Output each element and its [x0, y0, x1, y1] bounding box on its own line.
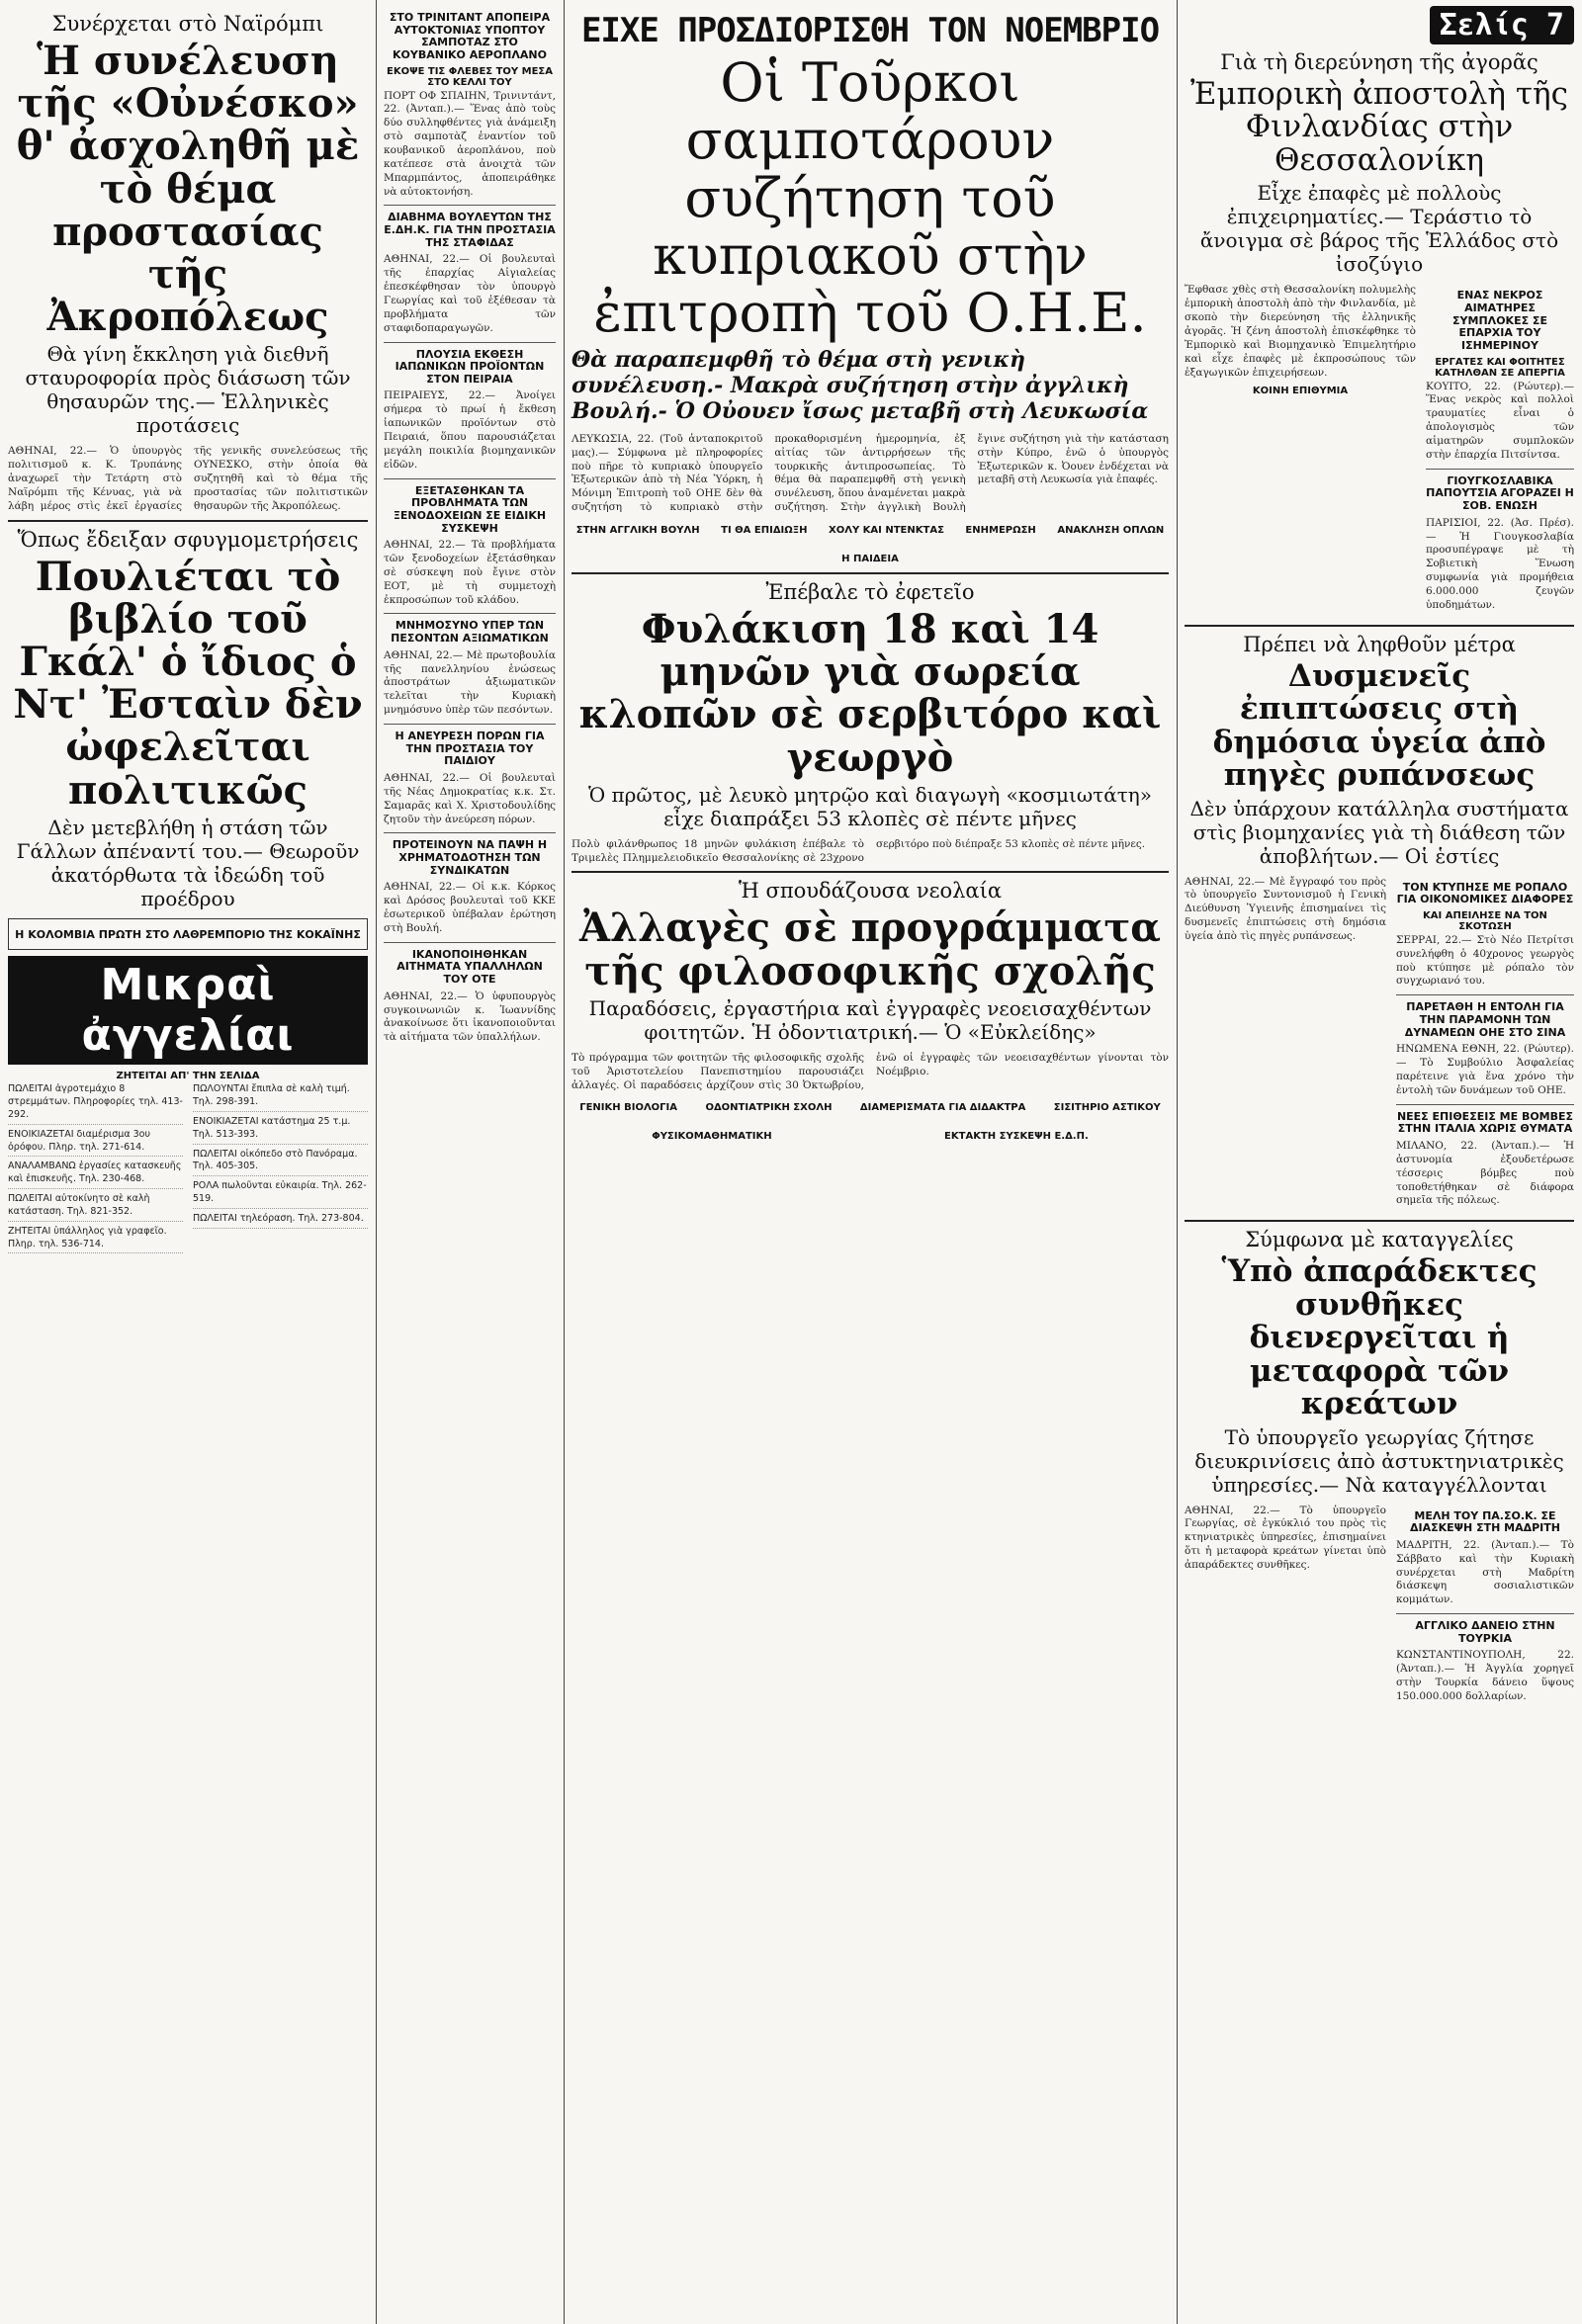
rule — [384, 205, 556, 206]
brief-title: ΠΑΡΕΤΑΘΗ Η ΕΝΤΟΛΗ ΓΙΑ ΤΗΝ ΠΑΡΑΜΟΝΗ ΤΩΝ ΔΥΝΑΜΕΩΝ ΟΗΕ ΣΤΟ ΣΙΝΑ — [1404, 1000, 1566, 1039]
page-number-tag: Σελίς 7 — [1430, 6, 1574, 44]
subheads-row — [571, 1098, 1169, 1144]
article-body: Τὸ πρόγραμμα τῶν φοιτητῶν τῆς φιλοσοφικῆς σχολῆς τοῦ Ἀριστοτελείου Πανεπιστημίου παρουσιάζει ἀλλαγές. Οἱ παραδόσεις ἀρχίζουν στὶς 30 Ὀκτωβρίου, ἐνῶ οἱ ἐγγραφὲς τῶν νεοεισαχθέντων γίνονται τὸν Νοέμβριο. — [571, 1051, 1169, 1091]
brief-body: ΗΝΩΜΕΝΑ ΕΘΝΗ, 22. (Ρώυτερ).— Τὸ Συμβούλιο Ἀσφαλείας παρέτεινε γιὰ ἕνα χρόνο τὴν ἐντολὴ τῶν δυνάμεων τοῦ ΟΗΕ. — [1396, 1043, 1574, 1096]
brief-title: Η ΚΟΛΟΜΒΙΑ ΠΡΩΤΗ ΣΤΟ ΛΑΘΡΕΜΠΟΡΙΟ ΤΗΣ ΚΟΚΑΪΝΗΣ — [15, 927, 361, 941]
kicker: Γιὰ τὴ διερεύνηση τῆς ἀγορᾶς — [1220, 50, 1538, 74]
column-main — [564, 0, 1177, 2324]
rule — [384, 832, 556, 833]
classifieds-intro: ΖΗΤΕΙΤΑΙ ΑΠ' ΤΗΝ ΣΕΛΙΔΑ — [116, 1071, 260, 1082]
brief-body: ΠΟΡΤ ΟΦ ΣΠΑΙΗΝ, Τρινιντάντ, 22. (Ἀνταπ.).— Ἕνας ἀπὸ τοὺς δύο συλληφθέντες γιὰ ἀνάμειξη στὸ σαμποτὰζ ἐναντίον τοῦ κουβανικοῦ ἀεροπλάνου, ποὺ κατέπεσε στὰ ἀνοιχτὰ τῶν Μπαρμπάντος, ἀποπειράθηκε νὰ αὐτοκτονήση. — [384, 89, 556, 198]
headline: Δυσμενεῖς ἐπιπτώσεις στὴ δημόσια ὑγεία ἀπὸ πηγὲς ρυπάνσεως — [1212, 657, 1546, 794]
side-briefs — [1396, 1505, 1574, 1710]
brief-title: Η ΑΝΕΥΡΕΣΗ ΠΟΡΩΝ ΓΙΑ ΤΗΝ ΠΡΟΣΤΑΣΙΑ ΤΟΥ ΠΑΙΔΙΟΥ — [395, 730, 545, 768]
subhead: ΚΟΙΝΗ ΕΠΙΘΥΜΙΑ — [1252, 386, 1349, 397]
subhead: ΑΝΑΚΛΗΣΗ ΟΠΛΩΝ — [1057, 524, 1165, 536]
brief-body: ΣΕΡΡΑΙ, 22.— Στὸ Νέο Πετρίτσι συνελήφθη ὁ 40χρονος γεωργὸς ποὺ κτύπησε μὲ ρόπαλο τὸν συγχωριανό του. — [1396, 933, 1574, 988]
classified-ad: ΠΩΛΕΙΤΑΙ τηλεόραση. Τηλ. 273-804. — [193, 1213, 368, 1229]
kicker: Ἡ σπουδάζουσα νεολαία — [738, 879, 1003, 904]
news-brief — [8, 918, 368, 951]
brief-title: ΠΡΟΤΕΙΝΟΥΝ ΝΑ ΠΑΨΗ Η ΧΡΗΜΑΤΟΔΟΤΗΣΗ ΤΩΝ ΣΥΝΔΙΚΑΤΩΝ — [392, 838, 548, 877]
brief-title: ΤΟΝ ΚΤΥΠΗΣΕ ΜΕ ΡΟΠΑΛΟ ΓΙΑ ΟΙΚΟΝΟΜΙΚΕΣ ΔΙΑΦΟΡΕΣ — [1396, 880, 1574, 906]
column-briefs — [376, 0, 564, 2324]
brief-body: ΜΑΔΡΙΤΗ, 22. (Ἀνταπ.).— Τὸ Σάββατο καὶ τὴν Κυριακὴ συνέρχεται στὴ Μαδρίτη διάσκεψη σοσιαλιστικῶν κομμάτων. — [1396, 1538, 1574, 1606]
brief-subtitle: ΕΡΓΑΤΕΣ ΚΑΙ ΦΟΙΤΗΤΕΣ ΚΑΤΗΛΘΑΝ ΣΕ ΑΠΕΡΓΙΑ — [1435, 356, 1565, 379]
rule — [1426, 469, 1574, 470]
article-text — [1185, 876, 1386, 1215]
brief-title: ΝΕΕΣ ΕΠΙΘΕΣΕΙΣ ΜΕ ΒΟΜΒΕΣ ΣΤΗΝ ΙΤΑΛΙΑ ΧΩΡΙΣ ΘΥΜΑΤΑ — [1396, 1109, 1574, 1136]
headline: Πουλιέται τὸ βιβλίο τοῦ Γκάλ' ὁ ἴδιος ὁ Ντ' Ἐσταὶν δὲν ὠφελεῖται πολιτικῶς — [13, 553, 363, 814]
headline: Φυλάκιση 18 καὶ 14 μηνῶν γιὰ σωρεία κλοπῶν σὲ σερβιτόρο καὶ γεωργὸ — [578, 605, 1162, 781]
article-body: Ἔφθασε χθὲς στὴ Θεσσαλονίκη πολυμελὴς ἐμπορικὴ ἀποστολὴ ἀπὸ τὴν Φινλανδία, μὲ σκοπὸ τὴν διερεύνηση τῆς ἑλληνικῆς ἀγορᾶς. Ἡ ζένη ἀποστολὴ ἐπισκέφθηκε τὸ Ἐμπορικὸ καὶ Βιομηχανικὸ Ἐπιμελητήριο καὶ εἶχε ἐπαφὲς μὲ ἐκπροσώπους τῶν ἐξαγωγικῶν ἐπιχειρήσεων. — [1185, 284, 1416, 379]
classified-ad: ΠΩΛΕΙΤΑΙ ἀγροτεμάχιο 8 στρεμμάτων. Πληροφορίες τηλ. 413-292. — [8, 1083, 183, 1124]
classified-ad: ΡΟΛΑ πωλοῦνται εὐκαιρία. Τηλ. 262-519. — [193, 1180, 368, 1209]
article-body: ΑΘΗΝΑΙ, 22.— Τὸ ὑπουργεῖο Γεωργίας, σὲ ἐγκύκλιό του πρὸς τὶς κτηνιατρικὲς ὑπηρεσίες, ἐπισημαίνει ὅτι ἡ μεταφορὰ κρεάτων γίνεται ὑπὸ ἀπαράδεκτες συνθῆκες. — [1185, 1504, 1386, 1572]
kicker: Ἐπέβαλε τὸ ἐφετεῖο — [765, 579, 975, 604]
classified-ad: ΖΗΤΕΙΤΑΙ ὑπάλληλος γιὰ γραφεῖο. Πληρ. τηλ. 536-714. — [8, 1226, 183, 1254]
column-left — [0, 0, 376, 2324]
deck: Παραδόσεις, ἐργαστήρια καὶ ἐγγραφὲς νεοεισαχθέντων φοιτητῶν. Ἡ ὀδοντιατρική.— Ὁ «Εὐκλείδης» — [588, 995, 1152, 1044]
subhead: Η ΠΑΙΔΕΙΑ — [841, 553, 899, 564]
page-tag-wrap — [1185, 6, 1574, 44]
rule — [384, 342, 556, 343]
classified-ad: ΕΝΟΙΚΙΑΖΕΤΑΙ διαμέρισμα 3ου ὀρόφου. Πληρ. τηλ. 271-614. — [8, 1129, 183, 1158]
brief-subtitle: ΕΚΟΨΕ ΤΙΣ ΦΛΕΒΕΣ ΤΟΥ ΜΕΣΑ ΣΤΟ ΚΕΛΛΙ ΤΟΥ — [387, 65, 553, 88]
rule — [384, 478, 556, 479]
lead-article-body: ΛΕΥΚΩΣΙΑ, 22. (Τοῦ ἀνταποκριτοῦ μας).— Σύμφωνα μὲ πληροφορίες ποὺ πῆρε τὸ κυπριακὸ ὑπουργεῖο Ἐξωτερικῶν ἀπὸ τὴ Νέα Ὑόρκη, ἡ Μόνιμη Ἐπιτροπὴ τοῦ ΟΗΕ δὲν θὰ συζητήση τὸ κυπριακὸ στὴν προκαθορισμένη ἡμερομηνία, ἐξ αἰτίας τῶν ἀντιρρήσεων τῆς τουρκικῆς ἀντιπροσωπείας. Τὸ θέμα θὰ παραπεμφθῆ στὴ γενικὴ συνέλευση, ὅπου ἀναμένεται μακρὰ συζήτηση. Στὴν ἀγγλικὴ Βουλὴ ἔγινε συζήτηση γιὰ τὴν κατάσταση στὴν Κύπρο, ἐνῶ ὁ ὑπουργὸς Ἐξωτερικῶν κ. Ὀουεν ἐνδέχεται νὰ μεταβῆ στὴ Λευκωσία γιὰ ἐπαφές. — [571, 432, 1169, 514]
brief-title: ΠΛΟΥΣΙΑ ΕΚΘΕΣΗ ΙΑΠΩΝΙΚΩΝ ΠΡΟΪΟΝΤΩΝ ΣΤΟΝ ΠΕΙΡΑΙΑ — [395, 347, 545, 386]
article-text — [1185, 1505, 1386, 1710]
subhead: ΔΙΑΜΕΡΙΣΜΑΤΑ ΓΙΑ ΔΙΔΑΚΤΡΑ — [859, 1102, 1026, 1114]
subhead: ΟΔΟΝΤΙΑΤΡΙΚΗ ΣΧΟΛΗ — [705, 1102, 833, 1114]
article-body: ΑΘΗΝΑΙ, 22.— Ὁ ὑπουργὸς πολιτισμοῦ κ. Κ. Τρυπάνης ἀναχωρεῖ τὴν Τετάρτη στὸ Ναϊρόμπι τῆς Κένυας, γιὰ νὰ λάβη μέρος στὶς ἐκεῖ ἐργασίες τῆς γενικῆς συνελεύσεως τῆς ΟΥΝΕΣΚΟ, στὴν ὁποία θὰ συζητηθῆ καὶ τὸ θέμα τῆς προστασίας τῶν πολιτιστικῶν θησαυρῶν τῆς Ἀκροπόλεως. — [8, 445, 368, 512]
classified-ad: ΑΝΑΛΑΜΒΑΝΩ ἐργασίες κατασκευῆς καὶ ἐπισκευῆς. Τηλ. 230-468. — [8, 1161, 183, 1189]
article-row — [1185, 1505, 1574, 1710]
side-briefs — [1396, 876, 1574, 1215]
brief-title: ΣΤΟ ΤΡΙΝΙΤΑΝΤ ΑΠΟΠΕΙΡΑ ΑΥΤΟΚΤΟΝΙΑΣ ΥΠΟΠΤΟΥ ΣΑΜΠΟΤΑΖ ΣΤΟ ΚΟΥΒΑΝΙΚΟ ΑΕΡΟΠΛΑΝΟ — [389, 11, 551, 61]
brief-body: ΜΙΛΑΝΟ, 22. (Ἀνταπ.).— Ἡ ἀστυνομία ἐξουδετέρωσε τέσσερις βόμβες ποὺ τοποθετήθηκαν σὲ διάφορα σημεῖα τῆς πόλεως. — [1396, 1139, 1574, 1207]
rule — [1396, 994, 1574, 995]
rule — [8, 520, 368, 522]
brief-body: ΑΘΗΝΑΙ, 22.— Τὰ προβλήματα τῶν ξενοδοχείων ἐξετάσθηκαν σὲ σύσκεψη ποὺ ἔγινε στὸν ΕΟΤ, μὲ τὴ συμμετοχὴ ἐκπροσώπων τοῦ κλάδου. — [384, 539, 556, 606]
subhead: ΦΥΣΙΚΟΜΑΘΗΜΑΤΙΚΗ — [652, 1131, 772, 1143]
brief-title: ΓΙΟΥΓΚΟΣΛΑΒΙΚΑ ΠΑΠΟΥΤΣΙΑ ΑΓΟΡΑΖΕΙ Η ΣΟΒ. ΕΝΩΣΗ — [1426, 473, 1574, 513]
brief-title: ΕΞΕΤΑΣΘΗΚΑΝ ΤΑ ΠΡΟΒΛΗΜΑΤΑ ΤΩΝ ΞΕΝΟΔΟΧΕΙΩΝ ΣΕ ΕΙΔΙΚΗ ΣΥΣΚΕΨΗ — [393, 483, 547, 535]
brief-title: ΜΕΛΗ ΤΟΥ ΠΑ.ΣΟ.Κ. ΣΕ ΔΙΑΣΚΕΨΗ ΣΤΗ ΜΑΔΡΙΤΗ — [1410, 1508, 1560, 1535]
article-text — [1185, 284, 1416, 618]
lead-deck: Θὰ παραπεμφθῆ τὸ θέμα στὴ γενικὴ συνέλευση.- Μακρὰ συζήτηση στὴν ἀγγλικὴ Βουλή.- Ὁ Οὐουεν ἴσως μεταβῆ στὴ Λευκωσία — [571, 346, 1149, 425]
rule — [1396, 1613, 1574, 1614]
article-body: ΑΘΗΝΑΙ, 22.— Μὲ ἔγγραφό του πρὸς τὸ ὑπουργεῖο Συντονισμοῦ ἡ Γενικὴ Διεύθυνση Ὑγιεινῆς ἐπισημαίνει τὶς δυσμενεῖς ἐπιπτώσεις στὴ δημόσια ὑγεία ἀπὸ τὶς πηγὲς ρυπάνσεως. — [1185, 875, 1386, 943]
brief-title: ΜΝΗΜΟΣΥΝΟ ΥΠΕΡ ΤΩΝ ΠΕΣΟΝΤΩΝ ΑΞΙΩΜΑΤΙΚΩΝ — [391, 619, 549, 646]
kicker: Πρέπει νὰ ληφθοῦν μέτρα — [1243, 632, 1516, 656]
brief-title: ΕΝΑΣ ΝΕΚΡΟΣ ΑΙΜΑΤΗΡΕΣ ΣΥΜΠΛΟΚΕΣ ΣΕ ΕΠΑΡΧΙΑ ΤΟΥ ΙΣΗΜΕΡΙΝΟΥ — [1452, 289, 1547, 352]
subhead: ΓΕΝΙΚΗ ΒΙΟΛΟΓΙΑ — [579, 1102, 678, 1114]
headline: Ἡ συνέλευση τῆς «Οὐνέσκο» θ' ἀσχοληθῆ μὲ τὸ θέμα προστασίας τῆς Ἀκροπόλεως — [16, 38, 360, 341]
brief-title: ΔΙΑΒΗΜΑ ΒΟΥΛΕΥΤΩΝ ΤΗΣ Ε.ΔΗ.Κ. ΓΙΑ ΤΗΝ ΠΡΟΣΤΑΣΙΑ ΤΗΣ ΣΤΑΦΙΔΑΣ — [384, 211, 556, 249]
brief-title: ΙΚΑΝΟΠΟΙΗΘΗΚΑΝ ΑΙΤΗΜΑΤΑ ΥΠΑΛΛΗΛΩΝ ΤΟΥ ΟΤΕ — [396, 947, 543, 987]
classifieds-banner: Μικραὶ ἀγγελίαι — [8, 956, 368, 1065]
subhead: ΕΝΗΜΕΡΩΣΗ — [965, 524, 1036, 536]
banner-kicker: ΕΙΧΕ ΠΡΟΣΔΙΟΡΙΣΘΗ ΤΟΝ ΝΟΕΜΒΡΙΟ — [580, 11, 1160, 50]
headline: Ἐμπορικὴ ἀποστολὴ τῆς Φινλανδίας στὴν Θεσσαλονίκη — [1190, 76, 1568, 178]
rule — [571, 871, 1169, 873]
brief-body: ΑΘΗΝΑΙ, 22.— Οἱ βουλευταὶ τῆς ἐπαρχίας Αἰγιαλείας ἐπεσκέφθησαν τὸν ὑπουργὸ Γεωργίας καὶ τοῦ ἐξέθεσαν τὰ προβλήματα τῶν σταφιδοπαραγωγῶν. — [384, 253, 556, 334]
lead-headline: Οἱ Τοῦρκοι σαμποτάρουν συζήτηση τοῦ κυπριακοῦ στὴν ἐπιτροπὴ τοῦ Ο.Η.Ε. — [593, 51, 1147, 345]
brief-body: ΠΑΡΙΣΙΟΙ, 22. (Ἀσ. Πρέσ).— Ἡ Γιουγκοσλαβία προσυπέγραψε μὲ τὴ Σοβιετικὴ Ἕνωση συμφωνία γιὰ προμήθεια 6.000.000 ζευγῶν ὑποδημάτων. — [1426, 516, 1574, 611]
brief-body: ΑΘΗΝΑΙ, 22.— Οἱ κ.κ. Κόρκος καὶ Δρόσος βουλευταὶ τοῦ ΚΚΕ ἐσωτερικοῦ ὑπέβαλαν ἐρώτηση στὴ Βουλή. — [384, 881, 556, 934]
kicker: Συνέρχεται στὸ Ναϊρόμπι — [51, 12, 324, 36]
classified-ad: ΠΩΛΟΥΝΤΑΙ ἔπιπλα σὲ καλὴ τιμή. Τηλ. 298-391. — [193, 1083, 368, 1112]
article-body: Πολὺ φιλάνθρωπος 18 μηνῶν φυλάκιση ἐπέβαλε τὸ Τριμελὲς Πλημμελειοδικεῖο Θεσσαλονίκης σὲ 23χρονο σερβιτόρο ποὺ διέπραξε 53 κλοπὲς σὲ πέντε μῆνες. — [571, 837, 1146, 864]
rule — [1185, 625, 1574, 627]
subhead: ΤΙ ΘΑ ΕΠΙΔΙΩΞΗ — [721, 524, 808, 536]
deck: Τὸ ὑπουργεῖο γεωργίας ζήτησε διευκρινίσεις ἀπὸ ἀστυκτηνιατρικὲς ὑπηρεσίες.— Νὰ καταγγέλλονται — [1194, 1424, 1564, 1497]
brief-title: ΑΓΓΛΙΚΟ ΔΑΝΕΙΟ ΣΤΗΝ ΤΟΥΡΚΙΑ — [1415, 1619, 1555, 1645]
headline: Ἀλλαγὲς σὲ προγράμματα τῆς φιλοσοφικῆς σχολῆς — [578, 904, 1162, 994]
subhead: ΣΙΣΙΤΗΡΙΟ ΑΣΤΙΚΟΥ — [1053, 1102, 1161, 1114]
brief-subtitle: ΚΑΙ ΑΠΕΙΛΗΣΕ ΝΑ ΤΟΝ ΣΚΟΤΩΣΗ — [1423, 909, 1547, 932]
rule — [384, 613, 556, 614]
article-row — [1185, 284, 1574, 618]
kicker: Ὅπως ἔδειξαν σφυγμομετρήσεις — [17, 527, 359, 552]
subhead: ΕΚΤΑΚΤΗ ΣΥΣΚΕΨΗ Ε.Δ.Π. — [944, 1131, 1089, 1143]
brief-body: ΑΘΗΝΑΙ, 22.— Μὲ πρωτοβουλία τῆς πανελληνίου ἑνώσεως ἀποστράτων ἀξιωματικῶν τελεῖται τὴν Κυριακὴ μνημόσυνο ὑπὲρ τῶν πεσόντων. — [384, 648, 556, 717]
rule — [384, 724, 556, 725]
deck: Δὲν ὑπάρχουν κατάλληλα συστήματα στὶς βιομηχανίες γιὰ τὴ διάθεση τῶν ἀποβλήτων.— Οἱ ἑστίες — [1189, 796, 1569, 868]
subhead: ΣΤΗΝ ΑΓΓΛΙΚΗ ΒΟΥΛΗ — [575, 524, 700, 536]
deck: Εἶχε ἐπαφὲς μὲ πολλοὺς ἐπιχειρηματίες.— Τεράστιο τὸ ἄνοιγμα σὲ βάρος τῆς Ἑλλάδος στὸ ἰσοζύγιο — [1199, 181, 1559, 277]
deck: Δὲν μετεβλήθη ἡ στάση τῶν Γάλλων ἀπέναντί του.— Θεωροῦν ἀκατόρθωτα τὰ ἰδεώδη τοῦ προέδρου — [16, 815, 360, 910]
brief-body: ΠΕΙΡΑΙΕΥΣ, 22.— Ἀνοίγει σήμερα τὸ πρωί ἡ ἔκθεση ἰαπωνικῶν προϊόντων στὸ Πειραιά, ὅπου παρουσιάζεται μεγάλη ποικιλία βιομηχανικῶν εἰδῶν. — [384, 389, 556, 471]
headline: Ὑπὸ ἀπαράδεκτες συνθῆκες διενεργεῖται ἡ μεταφορὰ τῶν κρεάτων — [1221, 1253, 1538, 1422]
classified-ad: ΠΩΛΕΙΤΑΙ αὐτοκίνητο σὲ καλὴ κατάσταση. Τηλ. 821-352. — [8, 1193, 183, 1222]
brief-body: ΚΩΝΣΤΑΝΤΙΝΟΥΠΟΛΗ, 22. (Ἀνταπ.).— Ἡ Ἀγγλία χορηγεῖ στὴν Τουρκία δάνειο ὕψους 150.000.000 δολλαρίων. — [1396, 1649, 1574, 1703]
brief-body: ΑΘΗΝΑΙ, 22.— Ὁ ὑφυπουργὸς συγκοινωνιῶν κ. Ἰωαννίδης ἀνακοίνωσε ὅτι ἱκανοποιοῦνται τὰ αἰτήματα τῶν ὑπαλλήλων. — [384, 990, 556, 1044]
brief-body: ΚΟΥΙΤΟ, 22. (Ρώυτερ).— Ἕνας νεκρὸς καὶ πολλοὶ τραυματίες εἶναι ὁ ἀπολογισμὸς τῶν αἱματηρῶν συμπλοκῶν στὴν ἐπαρχία Πιτσίντσα. — [1426, 380, 1574, 461]
rule — [1185, 1220, 1574, 1222]
side-briefs — [1426, 284, 1574, 618]
deck: Θὰ γίνη ἔκκληση γιὰ διεθνῆ σταυροφορία πρὸς διάσωση τῶν θησαυρῶν της.— Ἑλληνικὲς προτάσεις — [25, 342, 351, 438]
article-row — [1185, 876, 1574, 1215]
column-right — [1177, 0, 1582, 2324]
classifieds-list — [8, 1083, 368, 1253]
rule — [571, 572, 1169, 574]
rule — [1396, 1104, 1574, 1105]
rule — [384, 942, 556, 943]
classified-ad: ΕΝΟΙΚΙΑΖΕΤΑΙ κατάστημα 25 τ.μ. Τηλ. 513-393. — [193, 1116, 368, 1145]
subheads-row — [571, 521, 1169, 566]
deck: Ὁ πρῶτος, μὲ λευκὸ μητρῷο καὶ διαγωγὴ «κοσμιωτάτη» εἶχε διαπράξει 53 κλοπὲς σὲ πέντε μῆνες — [587, 782, 1153, 830]
brief-body: ΑΘΗΝΑΙ, 22.— Οἱ βουλευταὶ τῆς Νέας Δημοκρατίας κ.κ. Στ. Σαμαρᾶς καὶ Χ. Χριστοδουλίδης ζητοῦν τὴν ἀνεύρεση πόρων. — [384, 771, 556, 825]
kicker: Σύμφωνα μὲ καταγγελίες — [1245, 1228, 1514, 1252]
classified-ad: ΠΩΛΕΙΤΑΙ οἰκόπεδο στὸ Πανόραμα. Τηλ. 405-305. — [193, 1149, 368, 1177]
subhead: ΧΟΛΥ ΚΑΙ ΝΤΕΝΚΤΑΣ — [829, 524, 944, 536]
